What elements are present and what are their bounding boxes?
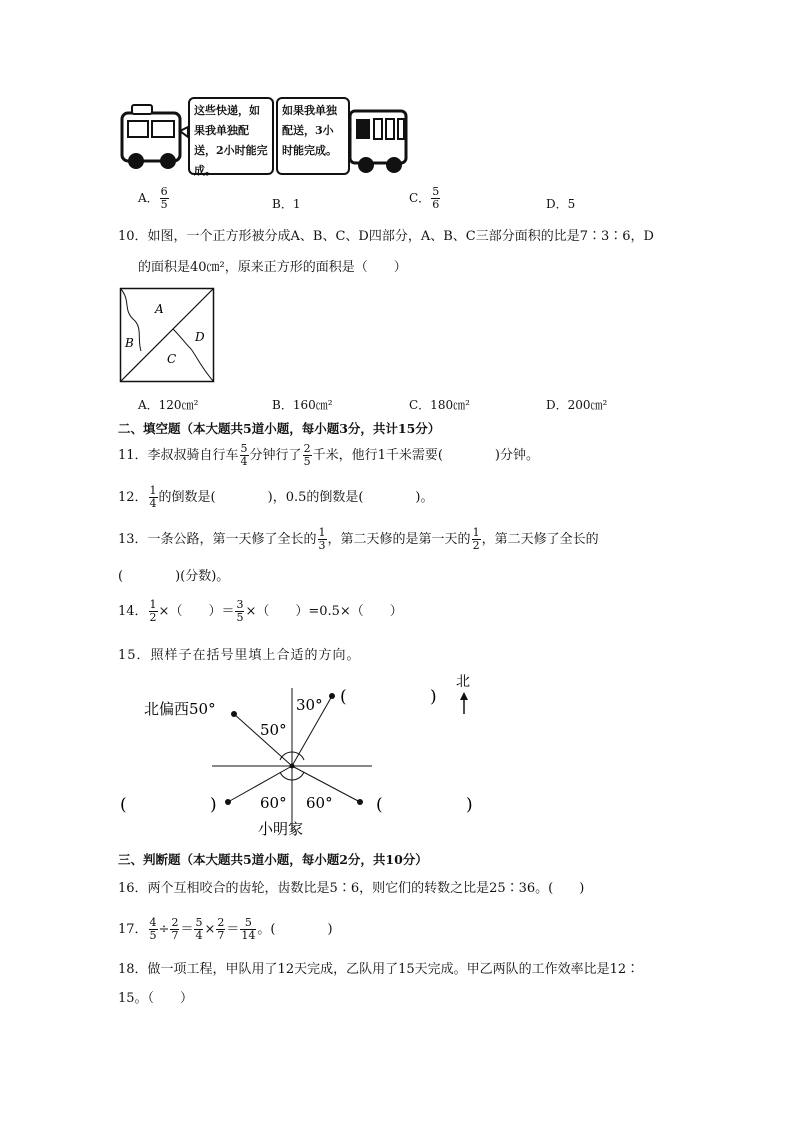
q16: 16．两个互相咬合的齿轮，齿数比是5∶6，则它们的转数之比是25∶36。( ) <box>118 881 585 896</box>
answer-paren-open: ( <box>340 687 347 707</box>
section-2-heading: 二、填空题（本大题共5道小题，每小题3分，共计15分） <box>118 421 441 436</box>
q10-line1: 10．如图，一个正方形被分成A、B、C、D四部分，A、B、C三部分面积的比是7∶3∶6，D <box>118 229 654 244</box>
q9-option-d: D．5 <box>546 197 576 211</box>
section-3-heading: 三、判断题（本大题共5道小题，每小题2分，共10分） <box>118 852 428 867</box>
speech-bubble-left: 这些快递，如果我单独配送，2小时能完成。 <box>188 97 274 175</box>
region-a-label: A <box>155 302 164 316</box>
example-direction-label: 北偏西50° <box>144 700 216 718</box>
north-label: 北 <box>456 674 470 690</box>
angle-label: 60° <box>260 794 287 812</box>
q11: 11．李叔叔骑自行车 $\frac{5}{4}$ 分钟行了 $\frac{2}{5}$ 千米，他行1千米需要( )分钟。 <box>118 442 539 468</box>
q10-option-d: D．200㎝² <box>546 398 608 412</box>
q18-line1: 18．做一项工程，甲队用了12天完成，乙队用了15天完成。甲乙两队的工作效率比是12∶ <box>118 962 640 977</box>
q13-line2: ( )(分数)。 <box>118 569 230 584</box>
q13-line1: 13．一条公路，第一天修了全长的 $\frac{1}{3}$ ，第二天修的是第一天的 $\frac{1}{2}$ ，第二天修了全长的 <box>118 526 599 552</box>
q9-illustration <box>118 93 414 177</box>
square-figure <box>119 287 217 387</box>
region-b-label: B <box>125 336 134 350</box>
home-label: 小明家 <box>258 820 304 838</box>
q9-option-a: A． $\frac{6}{5}$ <box>138 185 168 211</box>
answer-paren-open: ( <box>120 795 127 815</box>
q9-option-c: C． $\frac{5}{6}$ <box>409 185 440 211</box>
fraction: $\frac{5}{6}$ <box>432 185 440 211</box>
q10-option-a: A．120㎝² <box>138 398 199 412</box>
q9-option-b: B．1 <box>272 197 301 211</box>
fraction: $\frac{6}{5}$ <box>160 185 168 211</box>
answer-paren-close: ) <box>210 795 217 815</box>
q14: 14． $\frac{1}{2}$ ×（ ）＝ $\frac{3}{5}$ ×（ ）=0.5×（ ） <box>118 598 403 624</box>
region-d-label: D <box>195 330 205 344</box>
answer-paren-close: ) <box>466 795 473 815</box>
direction-figure <box>114 672 494 842</box>
q12: 12． $\frac{1}{4}$ 的倒数是( )，0.5的倒数是( )。 <box>118 484 434 510</box>
speech-bubble-right: 如果我单独配送，3小时能完成。 <box>276 97 350 175</box>
q18-line2: 15。（ ） <box>118 991 194 1006</box>
q10-line2: 的面积是40㎝²，原来正方形的面积是（ ） <box>138 260 407 275</box>
angle-label: 30° <box>296 696 323 714</box>
angle-label: 60° <box>306 794 333 812</box>
angle-label: 50° <box>260 721 287 739</box>
q10-option-b: B．160㎝² <box>272 398 333 412</box>
q10-option-c: C．180㎝² <box>409 398 470 412</box>
answer-paren-close: ) <box>430 687 437 707</box>
region-c-label: C <box>167 352 177 366</box>
q15-text: 15．照样子在括号里填上合适的方向。 <box>118 648 361 663</box>
answer-paren-open: ( <box>376 795 383 815</box>
q17: 17． $\frac{4}{5}$ ÷ $\frac{2}{7}$ ＝ $\frac{5}{4}$ × $\frac{2}{7}$ ＝ $\frac{5}{14}$ 。( ) <box>118 916 333 942</box>
